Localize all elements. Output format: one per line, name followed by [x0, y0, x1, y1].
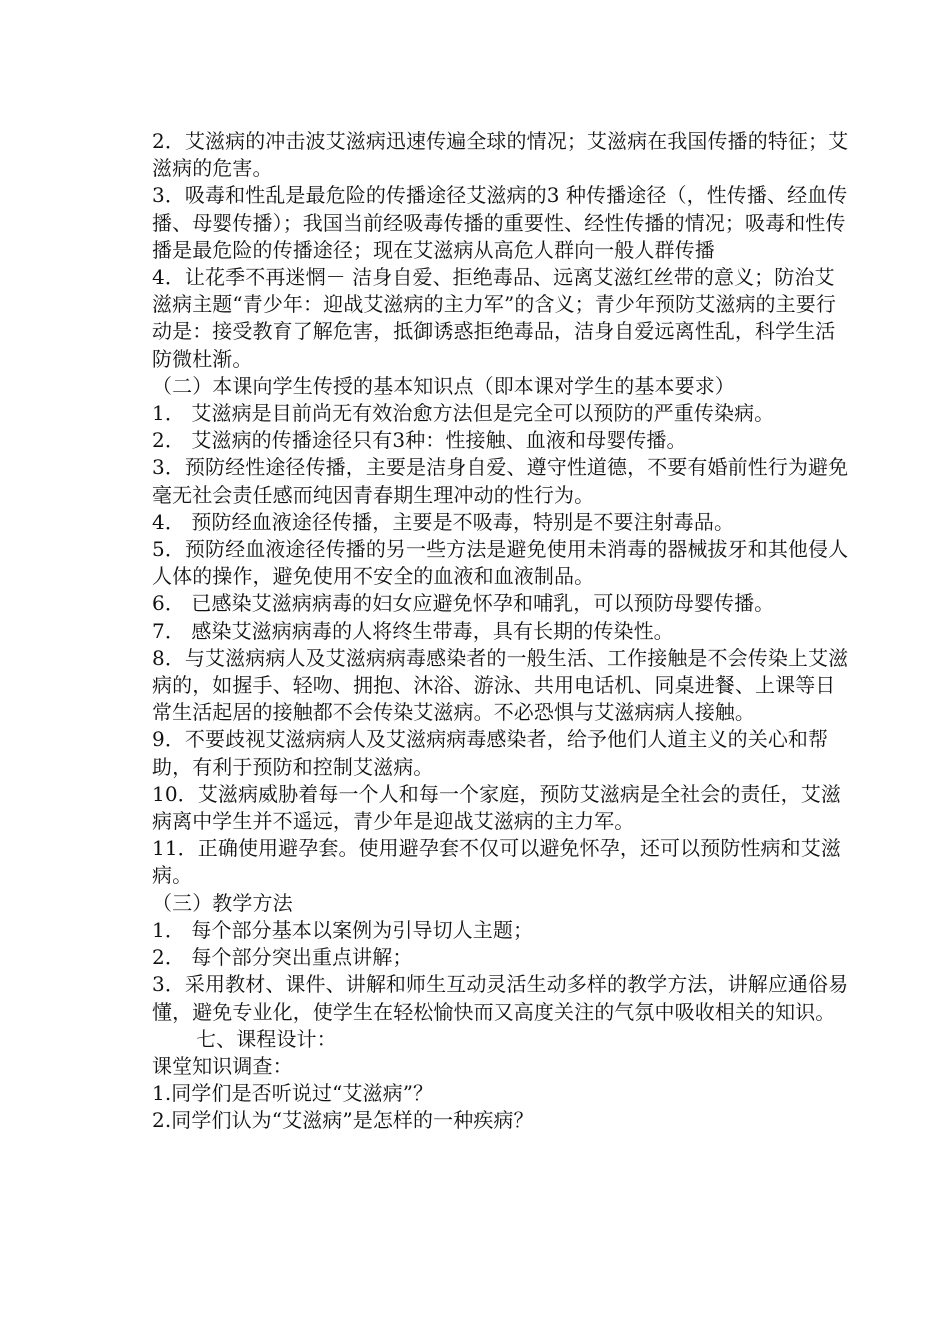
knowledge-point-3: 3．预防经性途径传播，主要是洁身自爱、遵守性道德，不要有婚前性行为避免毫无社会责任感而纯因青春期生理冲动的性行为。	[152, 455, 849, 507]
knowledge-point-7: 7． 感染艾滋病病毒的人将终生带毒，具有长期的传染性。	[152, 618, 674, 643]
paragraph-youth-awareness: 4．让花季不再迷惘－ 洁身自爱、拒绝毒品、远离艾滋红丝带的意义；防治艾滋病主题“青少年：迎战艾滋病的主力军”的含义；青少年预防艾滋病的主要行动是：接受教育了解危害，抵御诱惑拒绝毒品，洁身自爱远离性乱，科学生活防微杜渐。	[152, 265, 836, 371]
knowledge-point-8: 8．与艾滋病病人及艾滋病病毒感染者的一般生活、工作接触是不会传染上艾滋病的，如握手、轻吻、拥抱、沐浴、游泳、共用电话机、同桌进餐、上课等日常生活起居的接触都不会传染艾滋病。不必恐惧与艾滋病病人接触。	[152, 645, 849, 725]
paragraph-transmission-risk: 3．吸毒和性乱是最危险的传播途径艾滋病的3 种传播途径（，性传播、经血传播、母婴传播）；我国当前经吸毒传播的重要性、经性传播的情况；吸毒和性传播是最危险的传播途径；现在艾滋病从高危人群向一般人群传播	[152, 183, 848, 262]
paragraph-aids-impact: 2．艾滋病的冲击波艾滋病迅速传遍全球的情况；艾滋病在我国传播的特征；艾滋病的危害。	[152, 129, 849, 181]
teaching-method-2: 2． 每个部分突出重点讲解；	[152, 945, 413, 970]
knowledge-point-2: 2． 艾滋病的传播途径只有3种：性接触、血液和母婴传播。	[152, 428, 687, 453]
classroom-survey-heading: 课堂知识调查：	[152, 1053, 293, 1078]
document-body	[152, 128, 852, 1135]
survey-question-2: 2.同学们认为“艾滋病”是怎样的一种疾病？	[152, 1108, 534, 1133]
section-heading-teaching-methods: （三）教学方法	[152, 890, 293, 915]
knowledge-point-5: 5．预防经血液途径传播的另一些方法是避免使用未消毒的器械拔牙和其他侵人人体的操作，避免使用不安全的血液和血液制品。	[152, 537, 849, 589]
teaching-method-1: 1． 每个部分基本以案例为引导切人主题；	[152, 917, 534, 942]
knowledge-point-1: 1． 艾滋病是目前尚无有效治愈方法但是完全可以预防的严重传染病。	[152, 401, 775, 426]
section-heading-knowledge-points: （二）本课向学生传授的基本知识点（即本课对学生的基本要求）	[152, 373, 735, 398]
knowledge-point-9: 9．不要歧视艾滋病病人及艾滋病病毒感染者，给予他们人道主义的关心和帮助，有利于预防和控制艾滋病。	[152, 727, 829, 779]
knowledge-point-6: 6． 已感染艾滋病病毒的妇女应避免怀孕和哺乳，可以预防母婴传播。	[152, 591, 775, 616]
knowledge-point-4: 4． 预防经血液途径传播，主要是不吸毒，特别是不要注射毒品。	[152, 509, 735, 534]
teaching-method-3: 3．采用教材、课件、讲解和师生互动灵活生动多样的教学方法，讲解应通俗易懂，避免专业化，使学生在轻松愉快而又高度关注的气氛中吸收相关的知识。	[152, 972, 849, 1024]
section-heading-course-design: 七、课程设计：	[196, 1026, 337, 1051]
knowledge-point-11: 11．正确使用避孕套。使用避孕套不仅可以避免怀孕，还可以预防性病和艾滋病。	[152, 836, 841, 888]
survey-question-1: 1.同学们是否听说过“艾滋病”？	[152, 1081, 434, 1106]
knowledge-point-10: 10．艾滋病威胁着每一个人和每一个家庭，预防艾滋病是全社会的责任，艾滋病离中学生并不遥远，青少年是迎战艾滋病的主力军。	[152, 781, 841, 834]
